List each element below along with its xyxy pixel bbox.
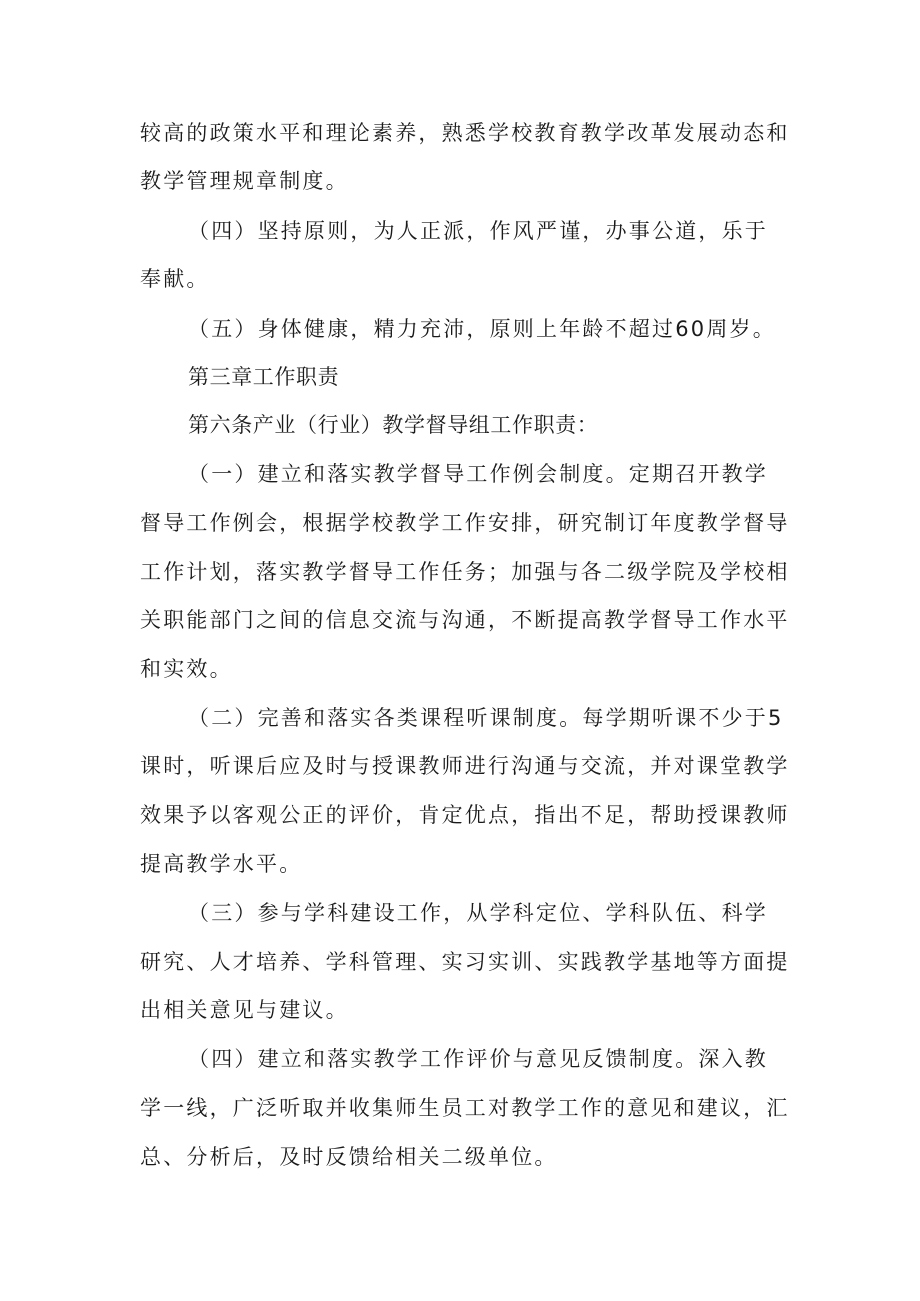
text-line: 提高教学水平。	[140, 852, 303, 876]
text-line: （四）建立和落实教学工作评价与意见反馈制度。深入教	[188, 1047, 768, 1071]
chapter-heading: 第三章工作职责	[188, 365, 340, 389]
text-line: 学一线，广泛听取并收集师生员工对教学工作的意见和建议，汇	[140, 1096, 790, 1120]
text-line: 和实效。	[140, 657, 233, 681]
text-line: 教学管理规章制度。	[140, 169, 349, 193]
text-line: （四）坚持原则，为人正派，作风严谨，办事公道，乐于	[188, 219, 768, 243]
text-line: （一）建立和落实教学督导工作例会制度。定期召开教学	[188, 462, 768, 486]
text-line: 课时，听课后应及时与授课教师进行沟通与交流，并对课堂教学	[140, 754, 790, 778]
text-line: 总、分析后，及时反馈给相关二级单位。	[140, 1145, 558, 1169]
text-line: （五）身体健康，精力充沛，原则上年龄不超过60周岁。	[188, 317, 776, 341]
text-line: 研究、人才培养、学科管理、实习实训、实践教学基地等方面提	[140, 950, 790, 974]
text-line: （二）完善和落实各类课程听课制度。每学期听课不少于5	[188, 706, 784, 730]
article-heading: 第六条产业（行业）教学督导组工作职责：	[188, 413, 599, 437]
text-line: 督导工作例会，根据学校教学工作安排，研究制订年度教学督导	[140, 511, 790, 535]
text-line: 效果予以客观公正的评价，肯定优点，指出不足，帮助授课教师	[140, 803, 790, 827]
text-line: 工作计划，落实教学督导工作任务；加强与各二级学院及学校相	[140, 560, 790, 584]
text-line: （三）参与学科建设工作，从学科定位、学科队伍、科学	[188, 901, 768, 925]
text-line: 较高的政策水平和理论素养，熟悉学校教育教学改革发展动态和	[140, 121, 790, 145]
text-line: 出相关意见与建议。	[140, 998, 349, 1022]
text-line: 奉献。	[140, 267, 210, 291]
text-line: 关职能部门之间的信息交流与沟通，不断提高教学督导工作水平	[140, 608, 790, 632]
